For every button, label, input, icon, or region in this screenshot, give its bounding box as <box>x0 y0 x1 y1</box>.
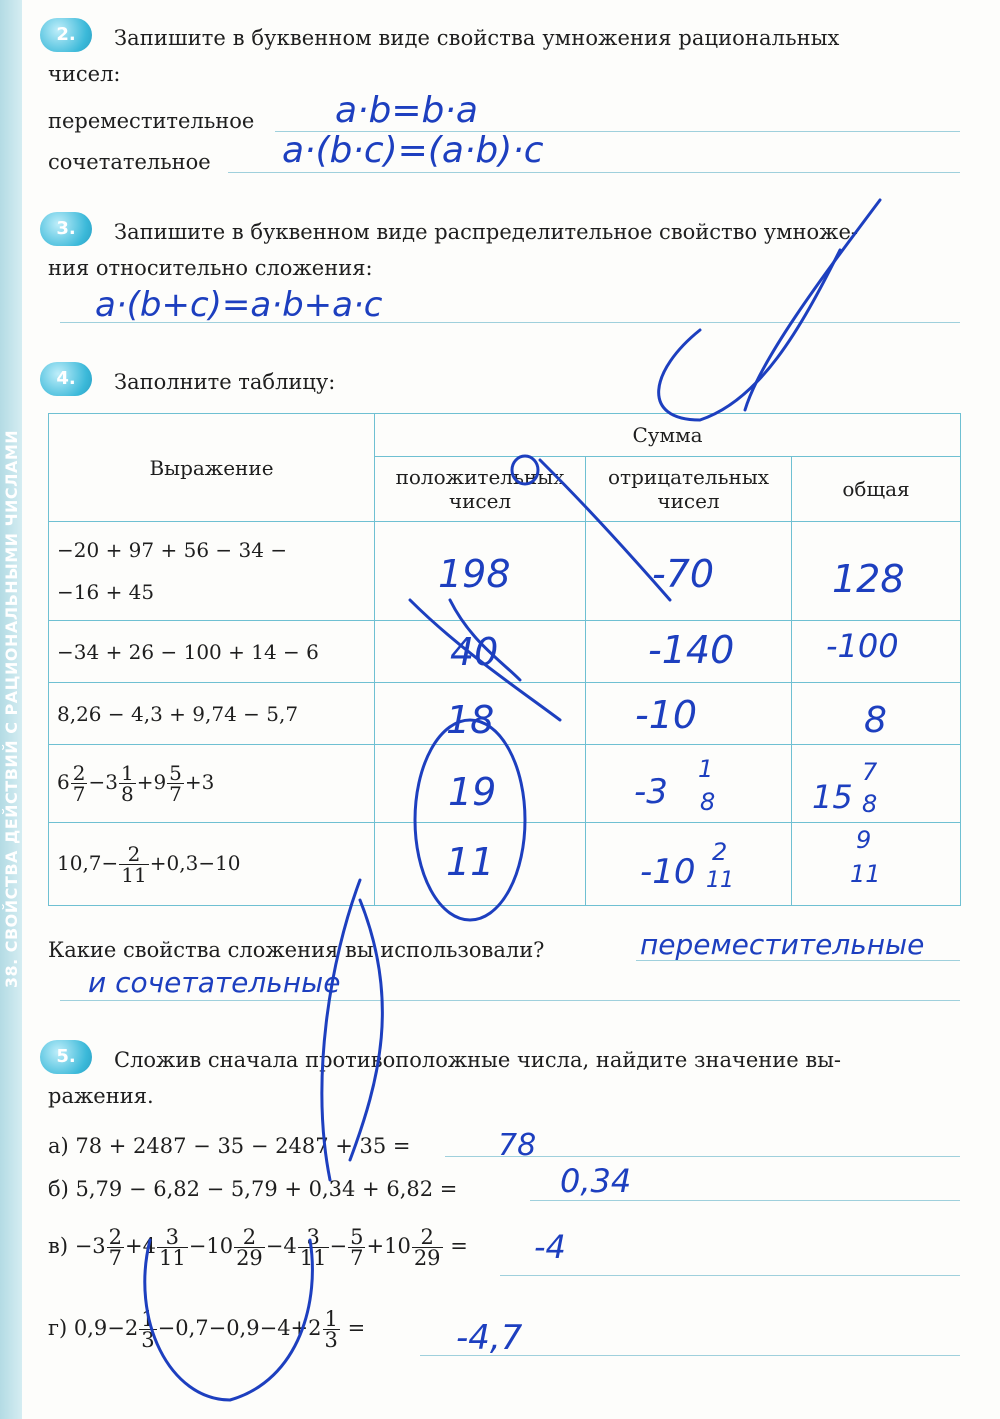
task-2-badge: 2. <box>40 18 92 52</box>
row4-negative-num: 1 <box>698 755 714 783</box>
row4-negative-whole: -3 <box>634 772 668 812</box>
task-2-text-2: чисел: <box>48 62 121 86</box>
task-5c-answer: -4 <box>534 1228 566 1266</box>
task-4-answer-2: и сочетательные <box>88 966 341 999</box>
check-stroke <box>410 600 560 720</box>
row5-positive: 11 <box>446 840 495 884</box>
header-sum: Сумма <box>375 414 961 457</box>
task-3-text: Запишите в буквенном виде распределительное свойство умноже- <box>114 220 858 244</box>
check-stroke <box>350 900 382 1160</box>
header-total: общая <box>792 457 961 522</box>
associative-label: сочетательное <box>48 150 211 174</box>
task-4-answer-1: переместительные <box>640 928 925 961</box>
circle-mark <box>512 456 538 484</box>
row3-positive: 18 <box>446 698 495 742</box>
row3-negative: -10 <box>635 693 698 737</box>
sidebar-title: 38. СВОЙСТВА ДЕЙСТВИЙ С РАЦИОНАЛЬНЫМИ ЧИСЛАМИ <box>2 429 21 989</box>
task-5a-expression: а) 78 + 2487 − 35 − 2487 + 35 = <box>48 1134 411 1158</box>
row2-negative: -140 <box>648 628 735 672</box>
circle-mark <box>415 720 525 920</box>
distributive-answer: a·(b+c)=a·b+a·c <box>95 285 383 325</box>
task-5c-expression: в) −3 $\frac{2}{7}$ +4 $\frac{3}{11}$ −10 $\frac{2}{29}$ −4 $\frac{3}{11}$ − $\frac{5}{7}$ +10 $\frac{2}{29}$ = <box>48 1225 468 1270</box>
row5-negative-den: 11 <box>706 868 734 893</box>
task-2-text: Запишите в буквенном виде свойства умножения рациональных <box>114 26 840 50</box>
row5-negative-num: 2 <box>712 838 728 866</box>
task-3-text-2: ния относительно сложения: <box>48 256 373 280</box>
row2-positive: 40 <box>450 630 499 674</box>
row4-total-num: 7 <box>862 758 878 786</box>
task-5a-answer: 78 <box>498 1128 537 1163</box>
row3-total: 8 <box>864 700 887 741</box>
expression-cell: 10,7− $\frac{2}{11}$ +0,3−10 <box>49 823 375 906</box>
task-5-text-2: ражения. <box>48 1084 154 1108</box>
expression-cell: 6 $\frac{2}{7}$ −3 $\frac{1}{8}$ +9 $\frac{5}{7}$ +3 <box>49 745 375 823</box>
task-4-badge: 4. <box>40 362 92 396</box>
task-4-question: Какие свойства сложения вы использовали? <box>48 938 545 962</box>
task-3-badge: 3. <box>40 212 92 246</box>
commutative-answer: a·b=b·a <box>335 90 478 131</box>
task-5b-expression: б) 5,79 − 6,82 − 5,79 + 0,34 + 6,82 = <box>48 1177 458 1201</box>
task-5-text: Сложив сначала противоположные числа, найдите значение вы- <box>114 1048 842 1072</box>
task-5d-answer: -4,7 <box>456 1318 523 1358</box>
row5-total-den: 11 <box>850 860 881 888</box>
header-positive: положительных чисел <box>375 457 586 522</box>
expression-cell: −20 + 97 + 56 − 34 − −16 + 45 <box>49 522 375 621</box>
row4-total-den: 8 <box>862 790 878 818</box>
commutative-label: переместительное <box>48 109 255 133</box>
row4-positive: 19 <box>448 770 497 814</box>
task-5b-answer: 0,34 <box>560 1162 632 1200</box>
header-negative: отрицательных чисел <box>586 457 792 522</box>
task-5-badge: 5. <box>40 1040 92 1074</box>
row5-total-num: 9 <box>856 826 872 854</box>
row1-total: 128 <box>832 557 905 601</box>
check-stroke <box>145 1240 313 1400</box>
check-stroke <box>322 880 360 1180</box>
check-stroke <box>540 460 670 600</box>
row1-negative: -70 <box>652 552 715 596</box>
expression-cell: −34 + 26 − 100 + 14 − 6 <box>49 621 375 683</box>
row5-negative-whole: -10 <box>640 852 696 892</box>
task-4-text: Заполните таблицу: <box>114 370 336 394</box>
check-stroke <box>450 600 520 680</box>
row1-positive: 198 <box>438 552 511 596</box>
header-expression: Выражение <box>49 414 375 522</box>
expression-cell: 8,26 − 4,3 + 9,74 − 5,7 <box>49 683 375 745</box>
row4-total-whole: 15 <box>812 778 853 816</box>
associative-answer: a·(b·c)=(a·b)·c <box>282 130 544 171</box>
row2-total: -100 <box>826 627 899 665</box>
row4-negative-den: 8 <box>700 788 716 816</box>
task-5d-expression: г) 0,9−2 $\frac{1}{3}$ −0,7−0,9−4+2 $\frac{1}{3}$ = <box>48 1307 366 1352</box>
